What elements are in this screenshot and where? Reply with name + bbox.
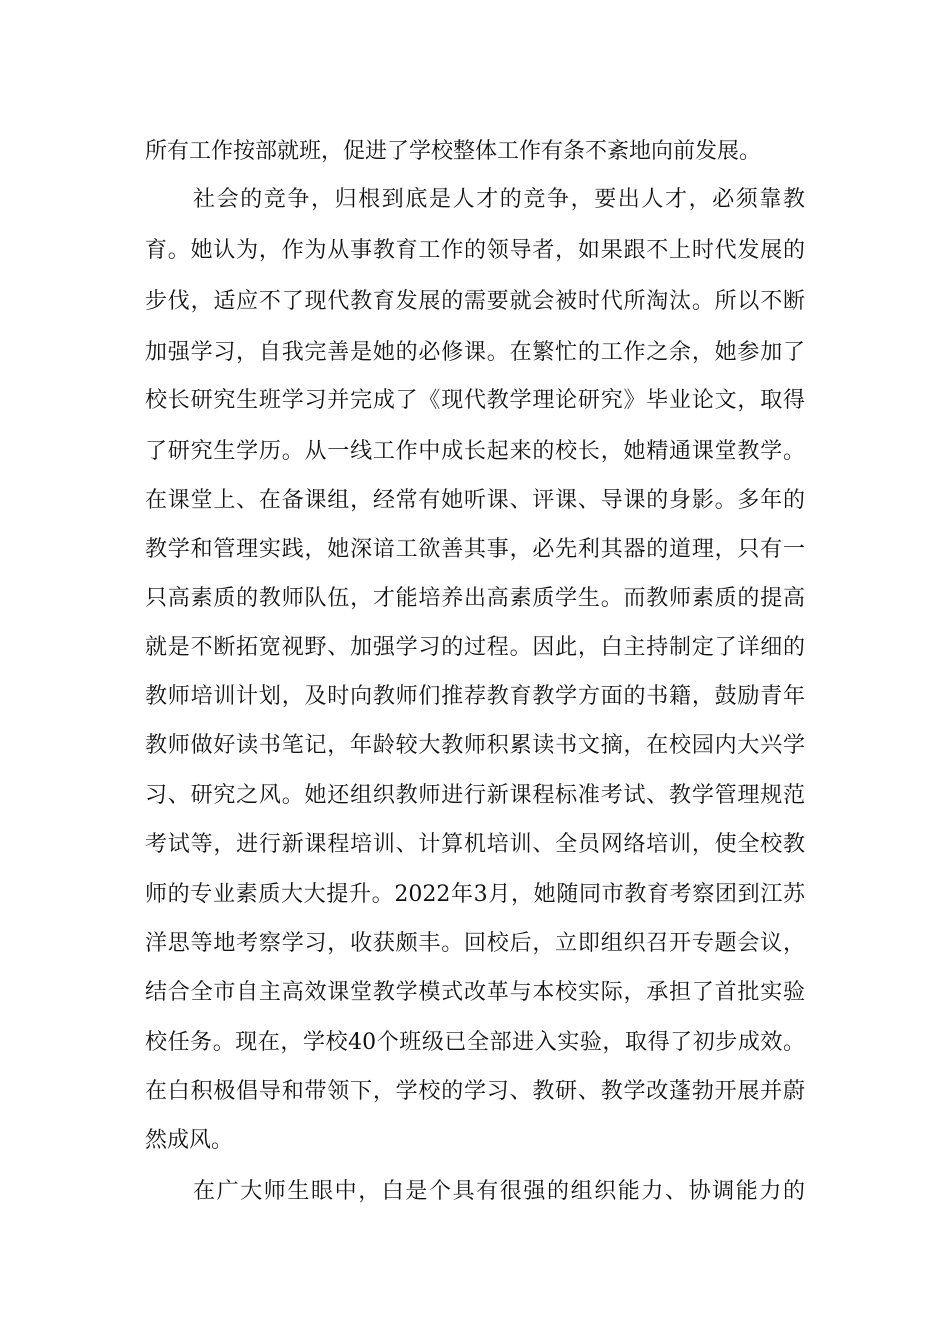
text-line-7: 了研究生学历。从一线工作中成长起来的校长，她精通课堂教学。 <box>145 439 805 464</box>
text-line-21: 然成风。 <box>145 1128 234 1153</box>
text-line-12: 教师培训计划，及时向教师们推荐教育教学方面的书籍，鼓励青年 <box>145 684 805 709</box>
text-line-15: 考试等，进行新课程培训、计算机培训、全员网络培训，使全校教 <box>145 832 805 857</box>
text-line-1: 所有工作按部就班，促进了学校整体工作有条不紊地向前发展。 <box>145 139 762 164</box>
text-line-10: 只高素质的教师队伍，才能培养出高素质学生。而教师素质的提高 <box>145 586 805 611</box>
text-line-14: 习、研究之风。她还组织教师进行新课程标准考试、教学管理规范 <box>145 783 805 808</box>
text-line-22: 在广大师生眼中，白是个具有很强的组织能力、协调能力的 <box>193 1179 805 1204</box>
text-line-13: 教师做好读书笔记，年龄较大教师积累读书文摘，在校园内大兴学 <box>145 733 805 758</box>
text-line-18: 结合全市自主高效课堂教学模式改革与本校实际，承担了首批实验 <box>145 980 805 1005</box>
text-line-3: 育。她认为，作为从事教育工作的领导者，如果跟不上时代发展的 <box>145 238 805 263</box>
text-line-8: 在课堂上、在备课组，经常有她听课、评课、导课的身影。多年的 <box>145 488 805 513</box>
text-line-16: 师的专业素质大大提升。2022年3月，她随同市教育考察团到江苏 <box>145 882 805 907</box>
text-line-19: 校任务。现在，学校40个班级已全部进入实验，取得了初步成效。 <box>145 1030 805 1055</box>
text-line-2: 社会的竞争，归根到底是人才的竞争，要出人才，必须靠教 <box>193 187 805 212</box>
text-line-20: 在白积极倡导和带领下，学校的学习、教研、教学改蓬勃开展并蔚 <box>145 1079 805 1104</box>
text-line-5: 加强学习，自我完善是她的必修课。在繁忙的工作之余，她参加了 <box>145 340 805 365</box>
text-line-17: 洋思等地考察学习，收获颇丰。回校后，立即组织召开专题会议， <box>145 931 805 956</box>
text-line-9: 教学和管理实践，她深谙工欲善其事，必先利其器的道理，只有一 <box>145 537 805 562</box>
text-line-4: 步伐，适应不了现代教育发展的需要就会被时代所淘汰。所以不断 <box>145 289 805 314</box>
text-line-11: 就是不断拓宽视野、加强学习的过程。因此，白主持制定了详细的 <box>145 635 805 660</box>
text-line-6: 校长研究生班学习并完成了《现代教学理论研究》毕业论文，取得 <box>145 388 805 413</box>
